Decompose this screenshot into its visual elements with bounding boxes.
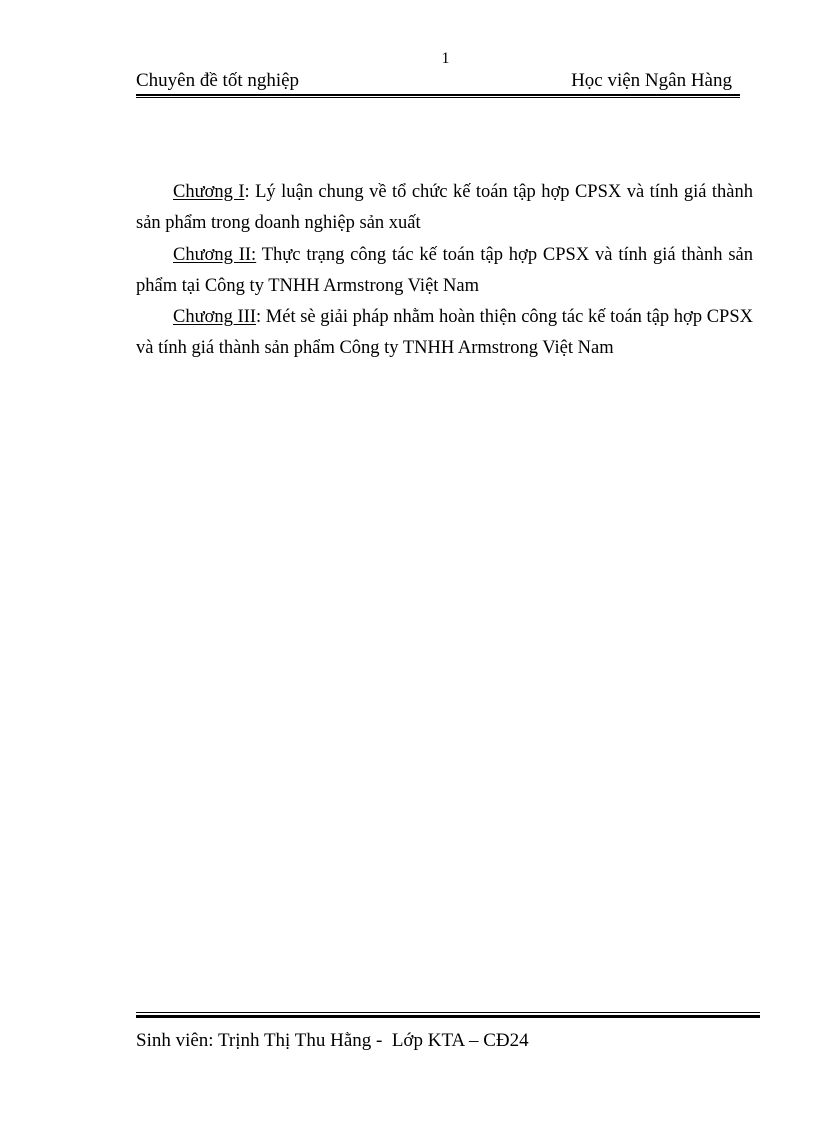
footer-divider xyxy=(136,1012,760,1018)
header-institution: Học viện Ngân Hàng xyxy=(571,70,732,91)
chapter-1-label: Chương I xyxy=(173,182,245,202)
page-header xyxy=(136,70,740,94)
chapter-2-label: Chương II: xyxy=(173,244,257,265)
chapter-3-label: Chương III xyxy=(173,307,257,328)
header-document-type: Chuyên đề tốt nghiệp xyxy=(136,70,300,91)
chapter-2-paragraph xyxy=(136,240,753,303)
header-divider xyxy=(136,94,740,98)
chapter-3-paragraph xyxy=(136,302,753,365)
chapter-1-paragraph xyxy=(136,177,753,240)
page-number: 1 xyxy=(441,50,450,67)
chapter-3-text: : Mét sè giải pháp nhằm hoàn thiện công tác kế toán tập hợp CPSX và tính giá thành sản phẩm Công ty TNHH Armstrong Việt Nam xyxy=(136,307,753,359)
chapter-list xyxy=(136,177,753,365)
chapter-2-text: Thực trạng công tác kế toán tập hợp CPSX và tính giá thành sản phẩm tại Công ty TNHH Armstrong Việt Nam xyxy=(136,244,753,296)
chapter-1-text: : Lý luận chung về tổ chức kế toán tập hợp CPSX và tính giá thành sản phẩm trong doanh nghiệp sản xuất xyxy=(136,182,753,234)
footer-student-info: Sinh viên: Trịnh Thị Thu Hằng - Lớp KTA – CĐ24 xyxy=(136,1030,529,1051)
